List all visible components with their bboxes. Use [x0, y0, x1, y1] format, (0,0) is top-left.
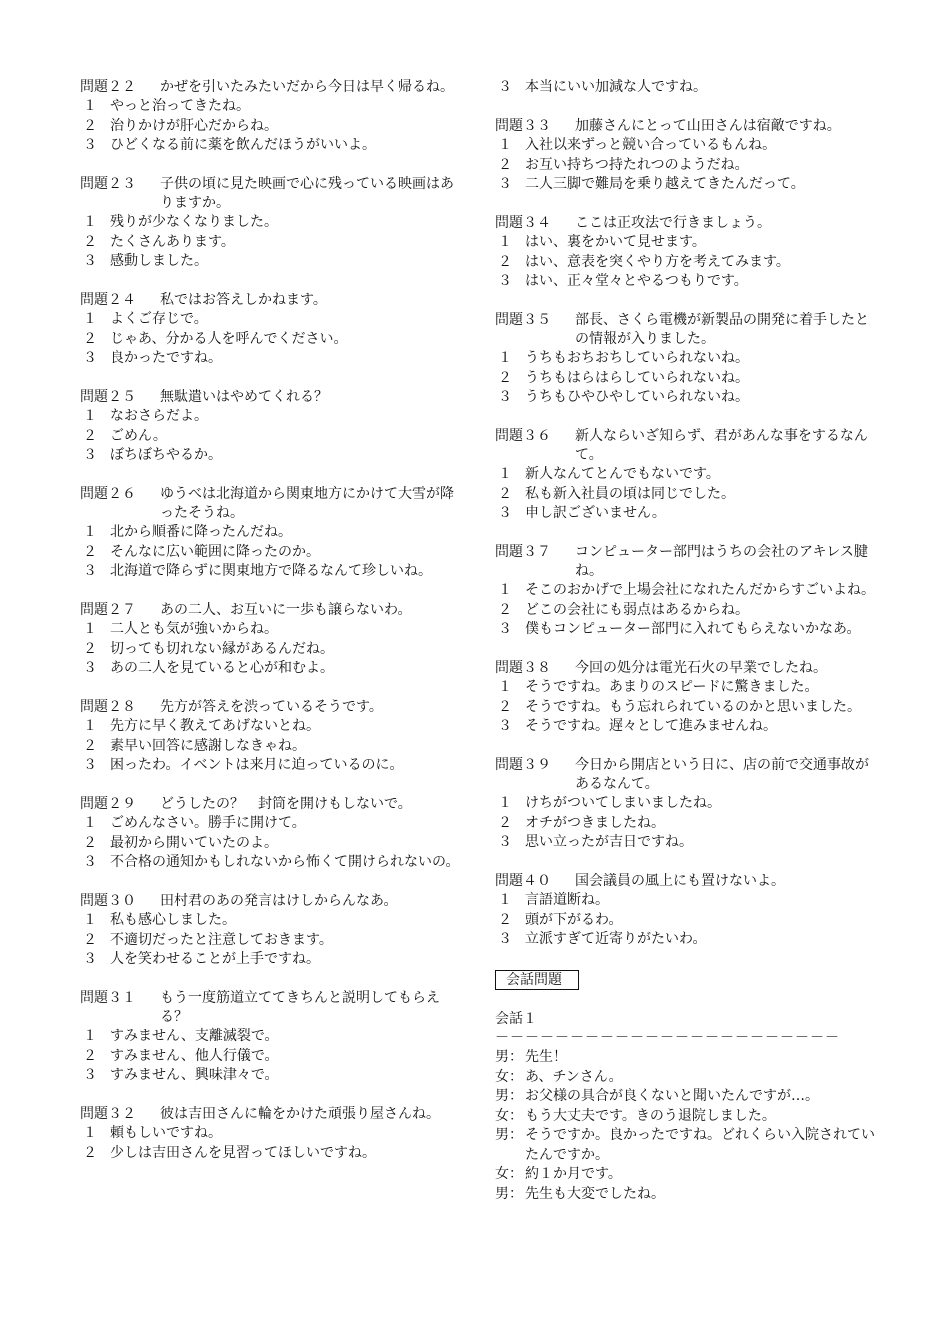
answer-option [80, 446, 462, 466]
question-block [495, 872, 877, 950]
speaker-label: 男： [495, 1185, 523, 1202]
option-number: ２ [83, 1047, 97, 1064]
dialogue-line [495, 1165, 877, 1185]
answer-option [495, 601, 877, 621]
question-text: ここは正攻法で行きましょう。 [575, 215, 771, 231]
option-text: ごめん。 [110, 427, 167, 444]
question-text: あの二人、お互いに一歩も譲らないわ。 [160, 602, 412, 618]
question-block [80, 485, 462, 582]
option-number: ３ [83, 350, 97, 366]
question-block [80, 78, 462, 156]
conversation-lines [495, 1048, 877, 1204]
option-text: やっと治ってきたね。 [110, 98, 250, 114]
answer-option [495, 620, 877, 640]
answer-option [495, 349, 877, 369]
question-block [80, 989, 462, 1086]
option-number: ３ [83, 253, 97, 269]
answer-option [80, 1027, 462, 1047]
question-number: 問題２４ [80, 292, 136, 308]
answer-option [80, 659, 462, 679]
dialogue-text: あ、チンさん。 [525, 1068, 623, 1085]
question-header [495, 872, 877, 891]
question-block [80, 892, 462, 970]
question-text: もう一度筋道立ててきちんと説明してもらえる？ [160, 990, 440, 1025]
question-text: 国会議員の風上にも置けないよ。 [575, 873, 785, 889]
question-block [495, 659, 877, 737]
answer-option [80, 330, 462, 350]
question-text: 新人ならいざ知らず、君があんな事をするなんて。 [575, 428, 868, 463]
answer-option [80, 213, 462, 233]
question-header [495, 311, 877, 349]
speaker-label: 女： [495, 1107, 523, 1124]
answer-option [80, 814, 462, 834]
question-block [80, 698, 462, 776]
question-header [495, 427, 877, 465]
answer-option [80, 310, 462, 330]
option-text: オチがつきましたね。 [525, 814, 665, 831]
question-header [80, 175, 462, 213]
question-number: 問題３０ [80, 893, 136, 909]
dialogue-line [495, 1185, 877, 1205]
answer-option [80, 931, 462, 951]
option-text: 不適切だったと注意しておきます。 [110, 931, 333, 948]
question-number: 問題３２ [80, 1106, 136, 1122]
question-number: 問題２２ [80, 79, 136, 95]
dialogue-text: 約１か月です。 [525, 1166, 622, 1182]
option-text: そこのおかげで上場会社になれたんだからすごいよね。 [525, 582, 875, 598]
question-number: 問題２９ [80, 796, 136, 812]
speaker-label: 男： [495, 1127, 523, 1143]
question-block [80, 175, 462, 272]
option-number: ２ [498, 814, 512, 831]
option-text: すみません、他人行儀で。 [110, 1047, 279, 1064]
answer-option [495, 911, 877, 931]
answer-option [495, 504, 877, 524]
option-number: ３ [83, 660, 97, 676]
question-block [495, 756, 877, 853]
option-number: １ [498, 350, 512, 366]
option-text: よくご存じで。 [110, 311, 208, 327]
option-text: 申し訳ございません。 [525, 505, 666, 521]
continued-option [495, 78, 877, 98]
answer-option [80, 834, 462, 854]
question-number: 問題３３ [495, 118, 551, 134]
option-number: ２ [498, 911, 512, 928]
question-text: 先方が答えを渋っているそうです。 [160, 699, 383, 715]
answer-option [495, 930, 877, 950]
option-number: １ [498, 582, 512, 598]
answer-option [495, 581, 877, 601]
question-number: 問題３５ [495, 312, 551, 328]
option-number: ２ [83, 1144, 97, 1161]
answer-option [80, 427, 462, 447]
option-number: １ [83, 311, 97, 327]
question-number: 問題２６ [80, 486, 136, 502]
question-text: 私ではお答えしかねます。 [160, 292, 327, 308]
option-number: ２ [498, 156, 512, 173]
option-text: そうですね。遅々として進みませんね。 [525, 718, 777, 734]
option-number: １ [498, 234, 512, 250]
option-number: ２ [498, 369, 512, 386]
question-text: 今回の処分は電光石火の早業でしたね。 [575, 660, 827, 676]
option-number: ２ [498, 601, 512, 618]
answer-option [80, 562, 462, 582]
question-block [495, 311, 877, 408]
dialogue-text: お父様の具合が良くないと聞いたんですが…。 [525, 1088, 819, 1104]
right-column [495, 78, 877, 1204]
question-number: 問題３４ [495, 215, 551, 231]
option-number: ２ [83, 543, 97, 560]
option-text: 二人とも気が強いからね。 [110, 621, 278, 637]
answer-option [80, 136, 462, 156]
answer-option [80, 853, 462, 873]
question-number: 問題２８ [80, 699, 136, 715]
option-number: ３ [498, 79, 512, 95]
question-text: 加藤さんにとって山田さんは宿敵ですね。 [575, 118, 841, 134]
question-header [495, 543, 877, 581]
question-number: 問題２７ [80, 602, 136, 618]
option-number: １ [83, 1028, 97, 1044]
speaker-label: 男： [495, 1049, 523, 1065]
option-text: 言語道断ね。 [525, 892, 609, 908]
option-number: １ [498, 795, 512, 811]
answer-option [80, 620, 462, 640]
right-questions [495, 117, 877, 950]
dialogue-text: 先生も大変でしたね。 [525, 1185, 665, 1202]
option-text: けちがついてしまいましたね。 [525, 795, 721, 811]
question-header [495, 117, 877, 136]
option-number: １ [83, 98, 97, 114]
answer-option [80, 349, 462, 369]
option-text: はい、意表を突くやり方を考えてみます。 [525, 253, 790, 270]
question-number: 問題２３ [80, 176, 136, 192]
question-text: 今日から開店という日に、店の前で交通事故があるなんて。 [575, 757, 869, 792]
option-number: ３ [498, 505, 512, 521]
answer-option [495, 369, 877, 389]
option-number: １ [83, 524, 97, 540]
option-text: 最初から開いていたのよ。 [110, 834, 278, 851]
answer-option [80, 717, 462, 737]
option-text: お互い持ちつ持たれつのようだね。 [525, 156, 749, 173]
answer-option [80, 756, 462, 776]
option-text: うちもはらはらしていられないね。 [525, 369, 749, 386]
option-text: どこの会社にも弱点はあるからね。 [525, 601, 749, 618]
question-block [495, 117, 877, 195]
option-number: ３ [83, 757, 97, 773]
option-number: ３ [498, 621, 512, 637]
answer-option [80, 1144, 462, 1164]
dialogue-line [495, 1126, 877, 1165]
option-text: 私も新入社員の頃は同じでした。 [525, 485, 735, 502]
section-heading: 会話問題 [495, 970, 579, 990]
question-header [80, 795, 462, 814]
question-header [80, 698, 462, 717]
dialogue-line [495, 1048, 877, 1068]
option-text: 不合格の通知かもしれないから怖くて開けられないの。 [110, 854, 460, 870]
question-block [80, 1105, 462, 1163]
option-text: 北から順番に降ったんだね。 [110, 524, 292, 540]
option-text: はい、正々堂々とやるつもりです。 [525, 273, 748, 289]
question-text: かぜを引いたみたいだから今日は早く帰るね。 [160, 79, 454, 95]
conversation [495, 1010, 877, 1204]
option-number: ２ [83, 931, 97, 948]
option-number: ２ [83, 233, 97, 250]
question-header [80, 78, 462, 97]
option-text: 残りが少なくなりました。 [110, 214, 278, 230]
option-number: ３ [83, 563, 97, 579]
answer-option [80, 523, 462, 543]
answer-option [495, 891, 877, 911]
option-text: すみません、興味津々で。 [110, 1067, 279, 1083]
answer-option [495, 272, 877, 292]
option-number: ２ [498, 485, 512, 502]
answer-option [495, 388, 877, 408]
option-number: ２ [83, 834, 97, 851]
option-text: 素早い回答に感謝しなきゃね。 [110, 737, 306, 754]
option-number: ３ [498, 718, 512, 734]
option-number: １ [83, 718, 97, 734]
question-block [80, 388, 462, 466]
speaker-label: 女： [495, 1166, 523, 1182]
question-header [80, 601, 462, 620]
answer-option [495, 465, 877, 485]
answer-option [80, 543, 462, 563]
option-number: ２ [498, 698, 512, 715]
option-text: 少しは吉田さんを見習ってほしいですね。 [110, 1144, 376, 1161]
option-number: ３ [498, 273, 512, 289]
option-text: 二人三脚で難局を乗り越えてきたんだって。 [525, 176, 805, 192]
question-header [80, 485, 462, 523]
option-text: 良かったですね。 [110, 350, 222, 366]
left-column [80, 78, 462, 1183]
option-number: ３ [498, 389, 512, 405]
answer-option [80, 407, 462, 427]
option-text: ごめんなさい。勝手に開けて。 [110, 815, 306, 831]
option-text: 人を笑わせることが上手ですね。 [110, 951, 320, 967]
option-text: 僕もコンピューター部門に入れてもらえないかなあ。 [525, 621, 861, 637]
dialogue-line [495, 1107, 877, 1127]
answer-option [495, 814, 877, 834]
question-header [80, 892, 462, 911]
option-number: １ [498, 137, 512, 153]
option-number: ２ [83, 640, 97, 657]
question-number: 問題３１ [80, 990, 136, 1006]
option-number: ３ [498, 931, 512, 947]
option-text: あの二人を見ていると心が和むよ。 [110, 660, 334, 676]
option-number: ３ [83, 951, 97, 967]
answer-option [495, 698, 877, 718]
question-header [495, 214, 877, 233]
option-text: うちもひやひやしていられないね。 [525, 389, 749, 405]
option-number: ３ [83, 137, 97, 153]
option-text: 本当にいい加減な人ですね。 [525, 79, 707, 95]
option-text: 切っても切れない縁があるんだね。 [110, 640, 334, 657]
question-number: 問題２５ [80, 389, 136, 405]
option-text: たくさんあります。 [110, 233, 235, 250]
answer-option [495, 233, 877, 253]
option-text: 頭が下がるわ。 [525, 911, 623, 928]
answer-option [80, 1066, 462, 1086]
question-text: コンピューター部門はうちの会社のアキレス腱ね。 [575, 544, 868, 579]
question-block [80, 601, 462, 679]
question-header [80, 388, 462, 407]
answer-option [495, 253, 877, 273]
question-header [495, 659, 877, 678]
option-text: なおさらだよ。 [110, 408, 208, 424]
question-text: 無駄遣いはやめてくれる？ [160, 389, 328, 405]
option-number: ２ [83, 117, 97, 134]
option-text: 私も感心しました。 [110, 912, 236, 928]
answer-option [495, 833, 877, 853]
dialogue-text: もう大丈夫です。きのう退院しました。 [525, 1107, 776, 1124]
option-number: ３ [498, 176, 512, 192]
option-number: ２ [83, 427, 97, 444]
option-number: ２ [498, 253, 512, 270]
option-number: １ [83, 408, 97, 424]
question-block [80, 795, 462, 873]
question-block [80, 291, 462, 369]
question-number: 問題３６ [495, 428, 551, 444]
question-text: 彼は吉田さんに輪をかけた頑張り屋さんね。 [160, 1106, 440, 1122]
option-text: 感動しました。 [110, 253, 208, 269]
question-header [495, 756, 877, 794]
dialogue-text: 先生！ [525, 1049, 567, 1065]
answer-option [80, 911, 462, 931]
question-text: ゆうべは北海道から関東地方にかけて大雪が降ったそうね。 [160, 486, 454, 521]
option-text: うちもおちおちしていられないね。 [525, 350, 749, 366]
question-text: 子供の頃に見た映画で心に残っている映画はありますか。 [160, 176, 454, 211]
question-text: どうしたの？ 封筒を開けもしないで。 [160, 796, 412, 812]
option-text: ぼちぼちやるか。 [110, 447, 222, 463]
question-text: 田村君のあの発言はけしからんなあ。 [160, 893, 398, 909]
option-number: １ [498, 679, 512, 695]
answer-option [495, 794, 877, 814]
conversation-title: 会話１ [495, 1011, 537, 1027]
option-number: １ [498, 892, 512, 908]
option-text: 北海道で降らずに関東地方で降るなんて珍しいね。 [110, 563, 432, 579]
option-text: 入社以来ずっと競い合っているもんね。 [525, 137, 777, 153]
question-block [495, 214, 877, 292]
question-number: 問題３８ [495, 660, 551, 676]
answer-option [80, 1047, 462, 1067]
speaker-label: 男： [495, 1088, 523, 1104]
answer-option [80, 252, 462, 272]
option-number: １ [498, 466, 512, 482]
answer-option [495, 678, 877, 698]
option-text: そんなに広い範囲に降ったのか。 [110, 543, 320, 560]
question-text: 部長、さくら電機が新製品の開発に着手したとの情報が入りました。 [575, 312, 869, 347]
option-number: ３ [83, 447, 97, 463]
answer-option [80, 97, 462, 117]
answer-option [495, 175, 877, 195]
option-text: 先方に早く教えてあげないとね。 [110, 718, 320, 734]
question-number: 問題３７ [495, 544, 551, 560]
option-number: １ [83, 815, 97, 831]
question-header [80, 291, 462, 310]
answer-option [495, 717, 877, 737]
option-text: 困ったわ。イベントは来月に迫っているのに。 [110, 757, 404, 773]
option-number: １ [83, 214, 97, 230]
option-number: １ [83, 912, 97, 928]
dialogue-line [495, 1068, 877, 1088]
option-number: １ [83, 1125, 97, 1141]
option-text: 立派すぎて近寄りがたいわ。 [525, 931, 707, 947]
option-number: ３ [83, 1067, 97, 1083]
answer-option [80, 233, 462, 253]
option-number: ３ [498, 834, 512, 850]
option-text: そうですね。もう忘れられているのかと思いました。 [525, 698, 861, 715]
option-text: 治りかけが肝心だからね。 [110, 117, 278, 134]
option-text: はい、裏をかいて見せます。 [525, 234, 706, 250]
option-text: 頼もしいですね。 [110, 1125, 222, 1141]
answer-option [80, 1124, 462, 1144]
option-text: ひどくなる前に薬を飲んだほうがいいよ。 [110, 137, 376, 153]
answer-option [495, 156, 877, 176]
option-text: 新人なんてとんでもないです。 [525, 466, 720, 482]
option-number: ３ [83, 854, 97, 870]
answer-option [80, 117, 462, 137]
dialogue-line [495, 1087, 877, 1107]
answer-option [495, 136, 877, 156]
question-block [495, 543, 877, 640]
dialogue-text: そうですか。良かったですね。どれくらい入院されていたんですか。 [525, 1127, 875, 1163]
option-text: じゃあ、分かる人を呼んでください。 [110, 330, 348, 347]
option-number: ２ [83, 330, 97, 347]
option-text: すみません、支離滅裂で。 [110, 1028, 279, 1044]
answer-option [80, 640, 462, 660]
question-block [495, 427, 877, 524]
option-number: ２ [83, 737, 97, 754]
question-header [80, 1105, 462, 1124]
answer-option [80, 737, 462, 757]
option-number: １ [83, 621, 97, 637]
answer-option [80, 950, 462, 970]
speaker-label: 女： [495, 1068, 523, 1085]
question-number: 問題４０ [495, 873, 551, 889]
question-header [80, 989, 462, 1027]
answer-option [495, 485, 877, 505]
dash-separator: －－－－－－－－－－－－－－－－－－－－－－－ [495, 1030, 840, 1046]
option-text: 思い立ったが吉日ですね。 [525, 834, 693, 850]
option-text: そうですね。あまりのスピードに驚きました。 [525, 679, 819, 695]
question-number: 問題３９ [495, 757, 551, 773]
